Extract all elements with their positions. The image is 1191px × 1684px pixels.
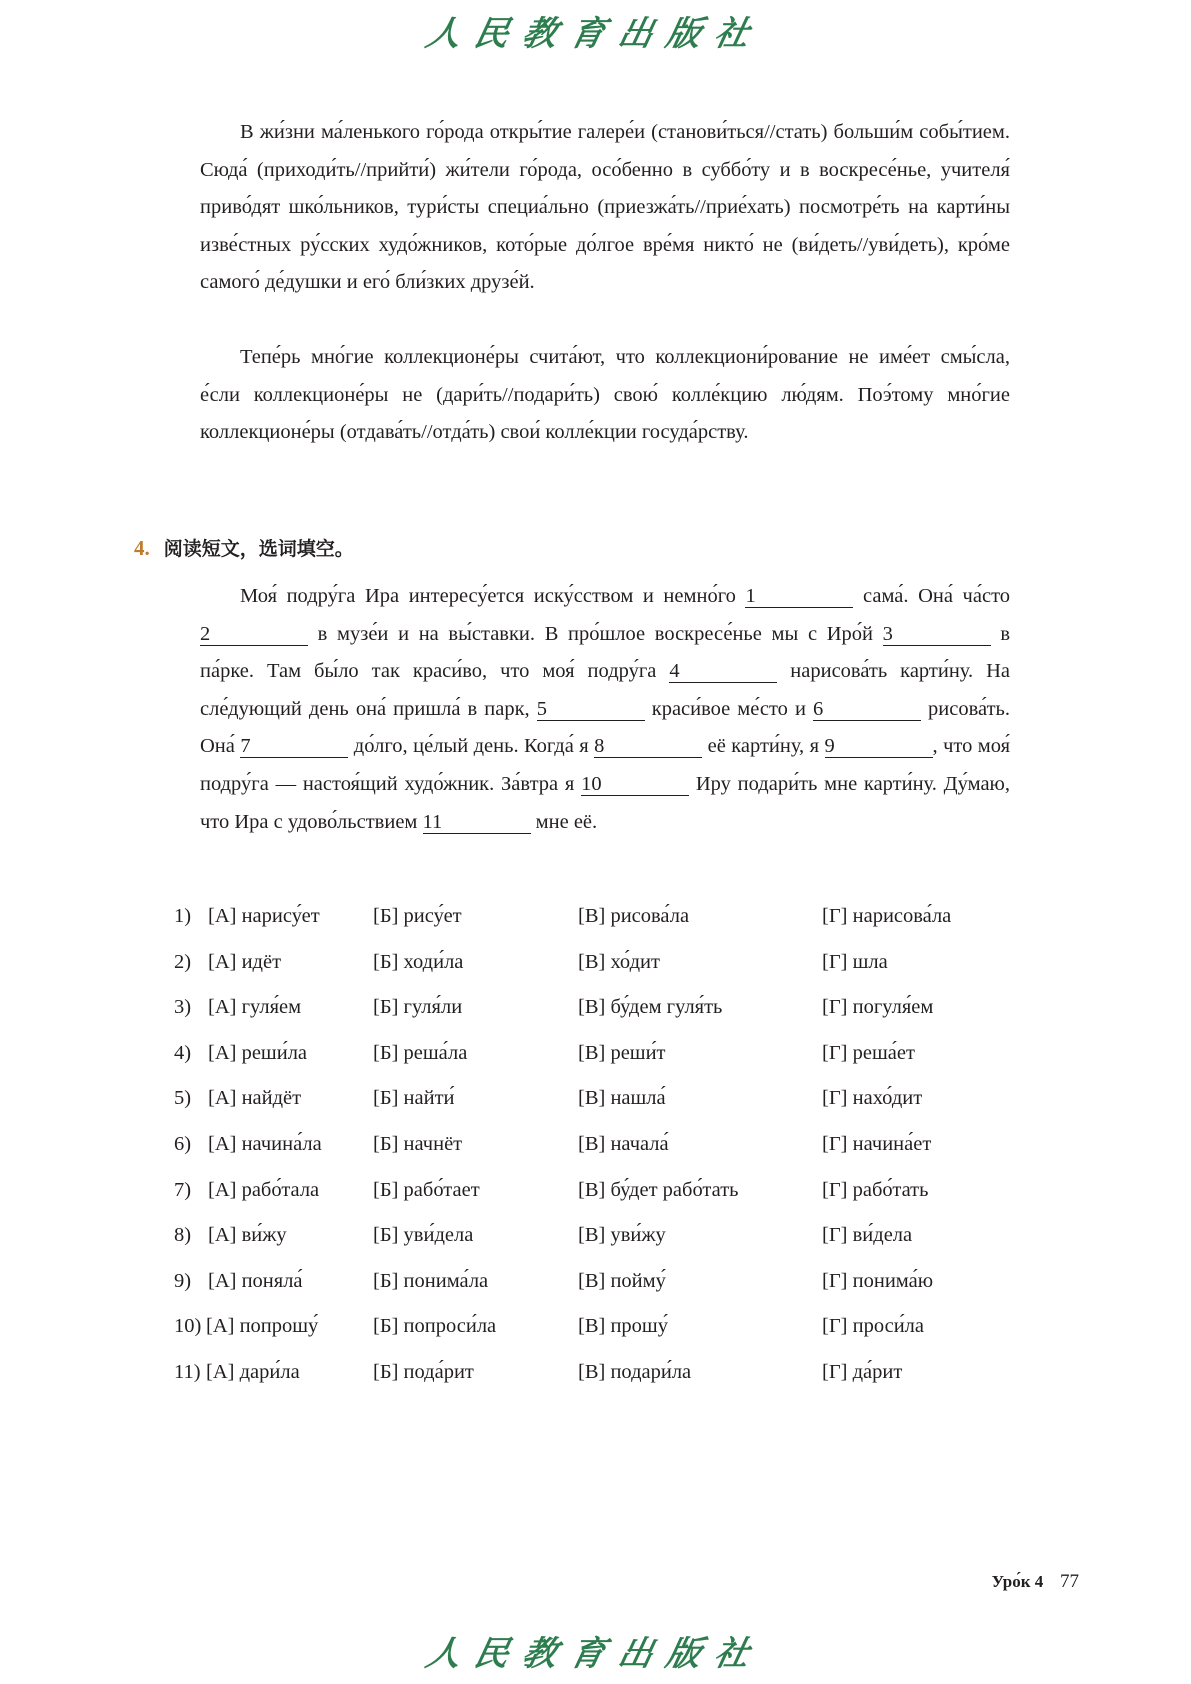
gap-fill-paragraph [200, 578, 1010, 841]
task-heading [134, 534, 354, 561]
option-a[interactable]: [А] гуля́ем [208, 996, 302, 1019]
option-g[interactable]: [Г] нахо́дит [822, 1087, 923, 1110]
option-a[interactable]: [А] начина́ла [208, 1133, 322, 1155]
option-a[interactable]: [А] поняла́ [208, 1269, 303, 1292]
task-number: 4. [134, 536, 150, 560]
answer-blank[interactable]: 6 [813, 698, 921, 721]
answer-blank[interactable]: 11 [423, 811, 531, 834]
option-row [0, 951, 1191, 981]
lesson-label: Уро́к 4 [991, 1572, 1044, 1591]
option-row [0, 1179, 1191, 1209]
option-g[interactable]: [Г] проси́ла [822, 1315, 925, 1338]
option-row [0, 1133, 1191, 1163]
option-v[interactable]: [В] уви́жу [578, 1224, 666, 1247]
option-number: 4) [174, 1041, 192, 1064]
reading-paragraph-1 [200, 114, 1010, 302]
option-g[interactable]: [Г] рабо́тать [822, 1178, 929, 1201]
option-v[interactable]: [В] прошу́ [578, 1315, 668, 1338]
option-a[interactable]: [А] нарису́ет [208, 905, 320, 927]
option-v[interactable]: [В] реши́т [578, 1041, 666, 1064]
option-b[interactable]: [Б] ходи́ла [373, 950, 464, 973]
answer-blank[interactable]: 4 [669, 660, 777, 683]
reading-paragraph-2 [200, 339, 1010, 452]
option-number: 7) [174, 1178, 192, 1201]
option-b[interactable]: [Б] начнёт [373, 1133, 463, 1155]
gap-fill-text [200, 578, 1010, 841]
option-b[interactable]: [Б] пода́рит [373, 1361, 474, 1383]
gap-text-segment: в музе́и и на вы́ставки. В про́шлое воскресе́нье мы с Иро́й [308, 622, 883, 645]
option-v[interactable]: [В] начала́ [578, 1133, 669, 1155]
option-b[interactable]: [Б] гуля́ли [373, 996, 463, 1019]
option-g[interactable]: [Г] погуля́ем [822, 996, 934, 1019]
page-number: 77 [1060, 1571, 1079, 1592]
option-a[interactable]: [А] дари́ла [206, 1361, 300, 1383]
option-row [0, 1315, 1191, 1345]
gap-text-segment: её карти́ну, я [702, 735, 825, 758]
option-number: 10) [174, 1315, 202, 1338]
option-b[interactable]: [Б] понима́ла [373, 1269, 489, 1292]
answer-blank[interactable]: 5 [537, 698, 645, 721]
option-b[interactable]: [Б] попроси́ла [373, 1315, 497, 1338]
task-title: 阅读短文，选词填空。 [163, 538, 354, 560]
option-g[interactable]: [Г] начина́ет [822, 1133, 932, 1155]
option-number: 6) [174, 1133, 192, 1155]
option-g[interactable]: [Г] шла [822, 950, 888, 973]
publisher-logo-bottom: 人民教育出版社 [422, 1634, 768, 1674]
option-number: 5) [174, 1087, 192, 1110]
gap-text-segment: в па́рке. Там бы́ло так краси́во, что моя́ подру́га [200, 622, 1011, 683]
gap-text-segment: , что моя́ подру́га — настоя́щий худо́жник. За́втра я [200, 735, 1011, 795]
gap-text-segment: до́лго, це́лый день. Когда́ я [348, 735, 595, 758]
option-v[interactable]: [В] пойму́ [578, 1269, 666, 1292]
option-a[interactable]: [А] ви́жу [208, 1224, 287, 1247]
option-g[interactable]: [Г] да́рит [822, 1361, 903, 1383]
option-row [0, 1270, 1191, 1300]
answer-blank[interactable]: 1 [745, 585, 853, 608]
option-v[interactable]: [В] подари́ла [578, 1361, 692, 1383]
option-number: 2) [174, 950, 192, 973]
option-b[interactable]: [Б] рису́ет [373, 905, 462, 927]
option-g[interactable]: [Г] реша́ет [822, 1041, 915, 1064]
gap-text-segment: краси́вое ме́сто и [644, 697, 813, 720]
answer-blank[interactable]: 8 [594, 735, 702, 758]
gap-text-segment: Иру подари́ть мне карти́ну. Ду́маю, что Ира с удово́льствием [200, 772, 1010, 833]
option-b[interactable]: [Б] рабо́тает [373, 1178, 480, 1201]
gap-text-segment: рисова́ть. Она́ [200, 697, 1011, 758]
option-number: 8) [174, 1224, 192, 1247]
option-a[interactable]: [А] реши́ла [208, 1041, 308, 1064]
option-v[interactable]: [В] нашла́ [578, 1087, 666, 1110]
option-row [0, 1087, 1191, 1117]
answer-blank[interactable]: 7 [240, 735, 348, 758]
gap-text-segment: нарисова́ть карти́ну. На сле́дующий день она́ пришла́ в парк, [200, 660, 1010, 720]
option-a[interactable]: [А] найдёт [208, 1087, 302, 1110]
option-number: 3) [174, 996, 192, 1019]
option-row [0, 1042, 1191, 1072]
option-a[interactable]: [А] попрошу́ [206, 1315, 319, 1338]
page-footer [992, 1571, 1079, 1593]
paragraph-text: Тепе́рь мно́гие коллекционе́ры счита́ют, что коллекциони́рование не име́ет смы́сла, е́сли коллекционе́ры не (дари́ть//подари́ть) свою́ колле́кцию лю́дям. Поэ́тому мно́гие коллекционе́ры (отдава́ть//отда́ть) свои́ колле́кции госуда́рству. [200, 346, 1010, 444]
option-a[interactable]: [А] идёт [208, 950, 282, 973]
option-b[interactable]: [Б] уви́дела [373, 1224, 474, 1247]
option-number: 1) [174, 905, 192, 927]
gap-text-segment: мне её. [530, 810, 598, 833]
option-row [0, 996, 1191, 1026]
option-row [0, 1361, 1191, 1391]
option-g[interactable]: [Г] понима́ю [822, 1269, 934, 1292]
option-row [0, 1224, 1191, 1254]
answer-blank[interactable]: 9 [825, 735, 933, 758]
paragraph-text: В жи́зни ма́ленького го́рода откры́тие галере́и (станови́ться//стать) больши́м собы́тием. Сюда́ (приходи́ть//прийти́) жи́тели го́рода, осо́бенно в суббо́ту и в воскресе́нье, учителя́ приво́дят шко́льников, тури́сты специа́льно (приезжа́ть//прие́хать) посмотре́ть на карти́ны изве́стных ру́сских худо́жников, кото́рые до́лгое вре́мя никто́ не (ви́деть//уви́деть), кро́ме самого́ де́душки и его́ бли́зких друзе́й. [200, 121, 1010, 294]
option-g[interactable]: [Г] нарисова́ла [822, 905, 952, 927]
option-v[interactable]: [В] хо́дит [578, 950, 660, 973]
gap-text-segment: сама́. Она́ ча́сто [853, 585, 1011, 607]
option-b[interactable]: [Б] реша́ла [373, 1041, 468, 1064]
option-row [0, 905, 1191, 935]
gap-text-segment: Моя́ подру́га Ира интересу́ется иску́сством и немно́го [240, 585, 746, 607]
answer-blank[interactable]: 10 [581, 773, 689, 796]
option-number: 9) [174, 1269, 192, 1292]
option-g[interactable]: [Г] ви́дела [822, 1224, 913, 1247]
answer-blank[interactable]: 3 [883, 623, 991, 646]
option-number: 11) [174, 1361, 201, 1383]
answer-blank[interactable]: 2 [200, 623, 308, 646]
option-v[interactable]: [В] рисова́ла [578, 905, 690, 927]
option-v[interactable]: [В] бу́дем гуля́ть [578, 996, 723, 1019]
option-v[interactable]: [В] бу́дет рабо́тать [578, 1178, 739, 1201]
option-a[interactable]: [А] рабо́тала [208, 1178, 320, 1201]
publisher-logo-top: 人民教育出版社 [422, 14, 768, 54]
option-b[interactable]: [Б] найти́ [373, 1087, 455, 1110]
